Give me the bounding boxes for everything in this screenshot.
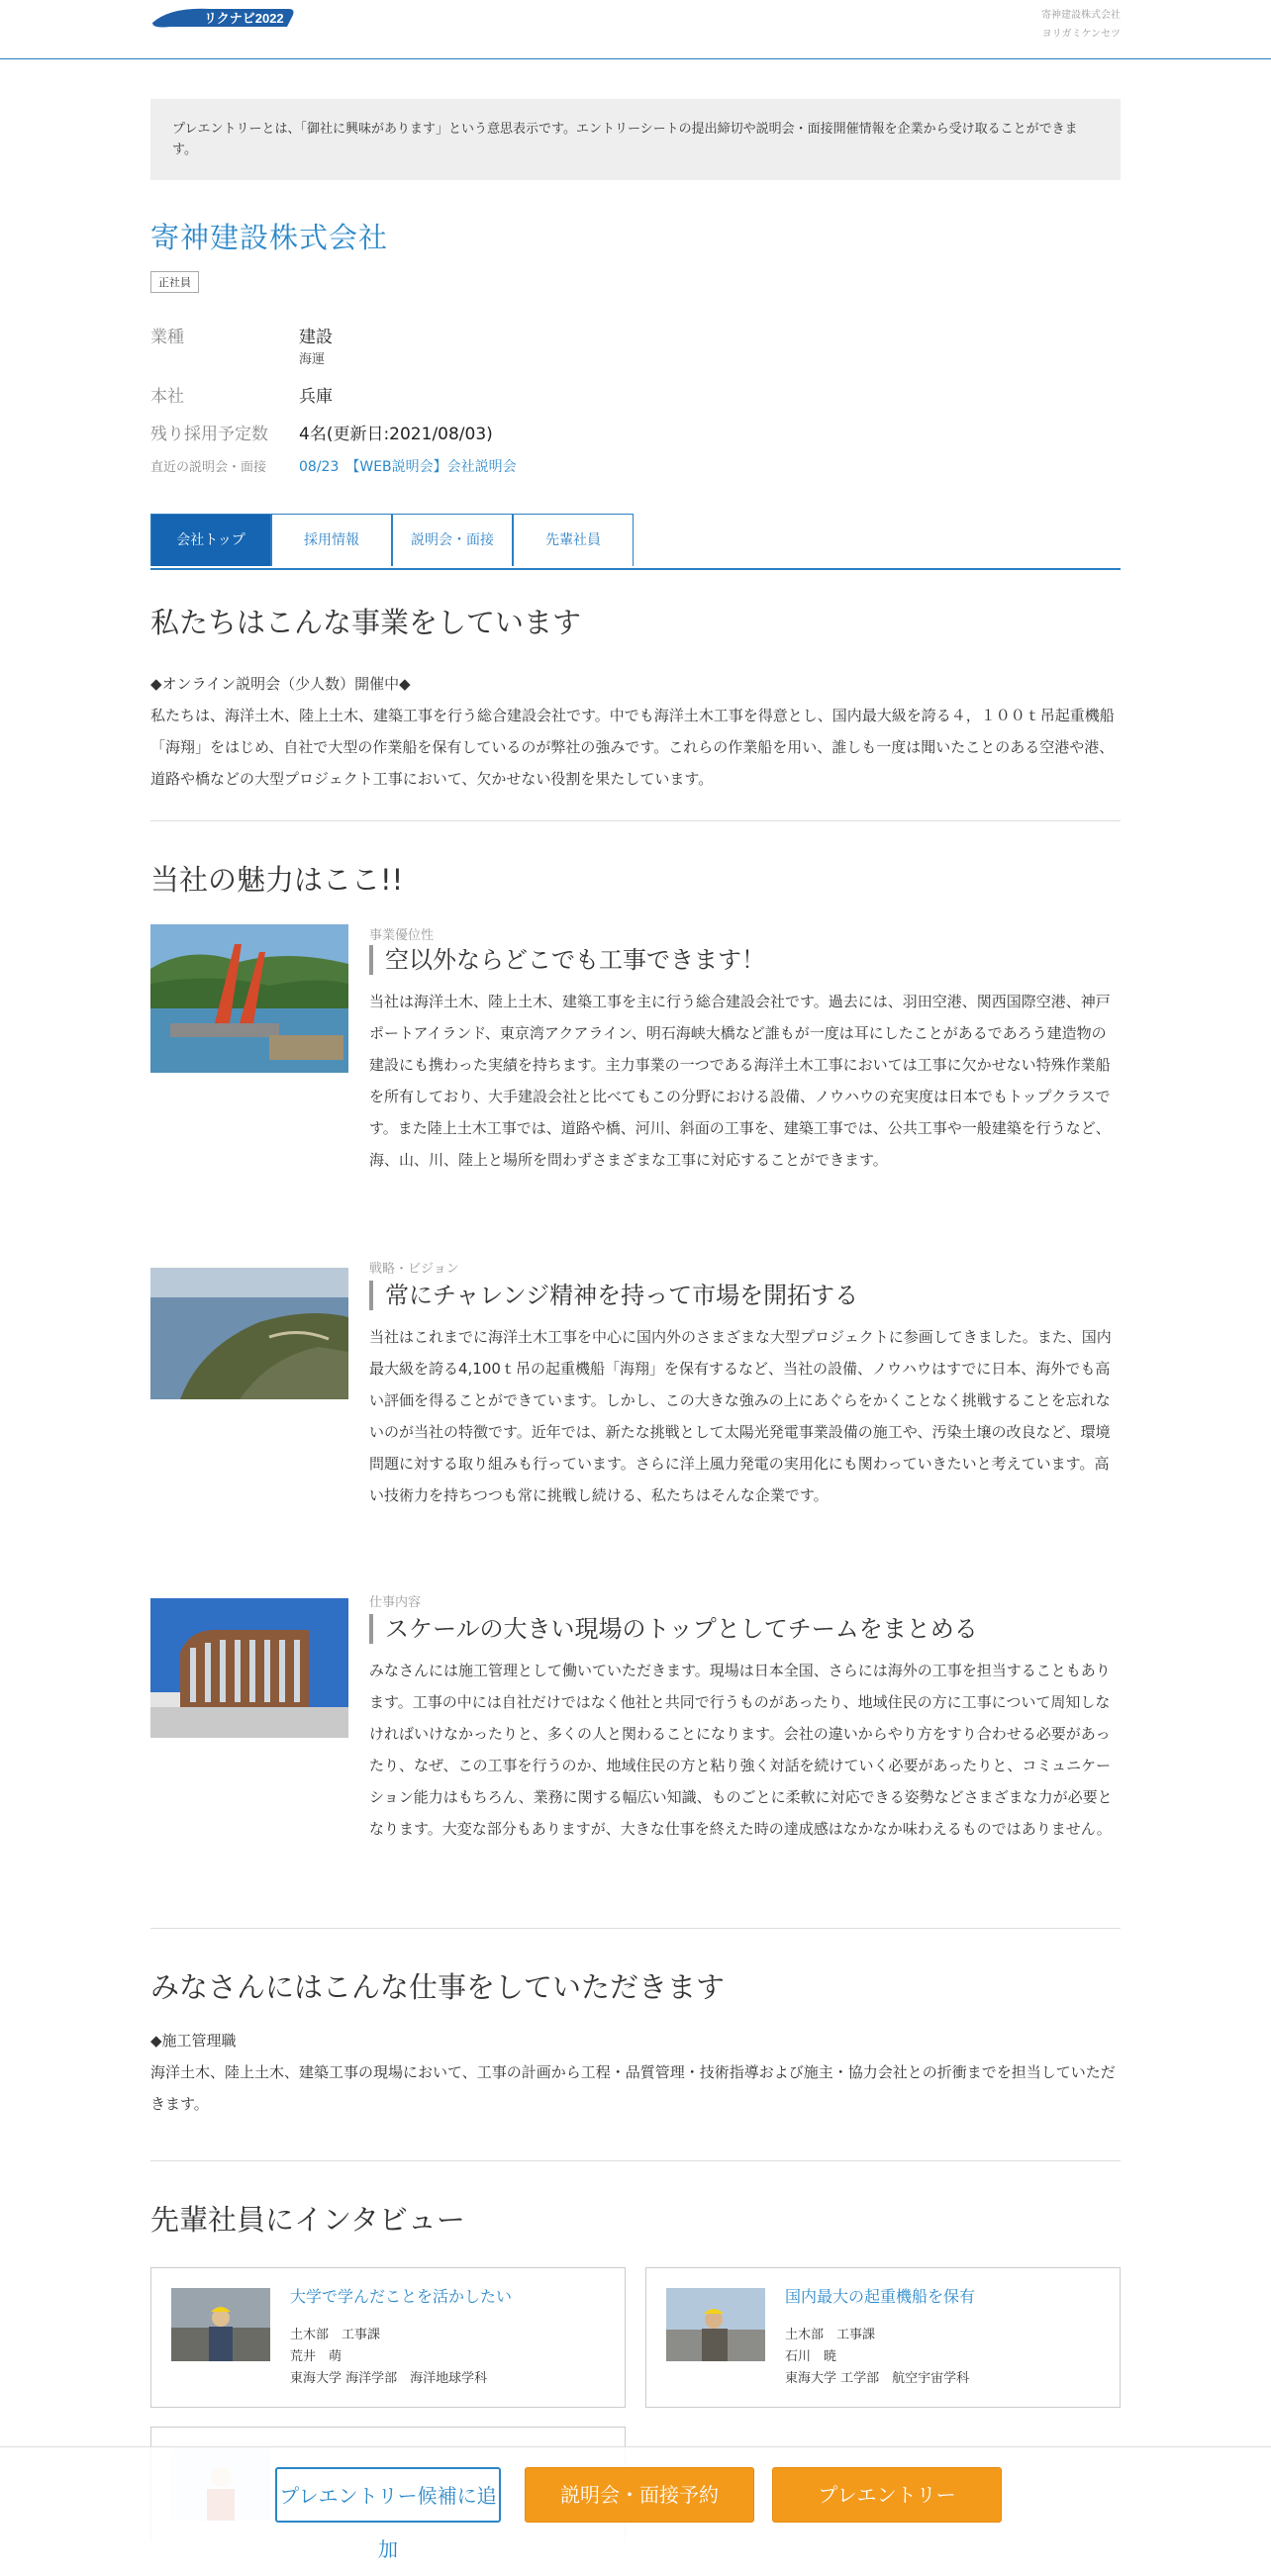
interview-title[interactable]: 大学で学んだことを活かしたい (290, 2287, 513, 2306)
interview-title[interactable]: 国内最大の起重機船を保有 (785, 2287, 976, 2306)
info-key: 直近の説明会・面接 (150, 460, 267, 475)
header-company-kana: ヨリガミケンセツ (1041, 29, 1121, 40)
preentry-button[interactable]: プレエントリー (772, 2467, 1002, 2523)
feature-category: 戦略・ビジョン (369, 1262, 459, 1277)
feature-title: スケールの大きい現場のトップとしてチームをまとめる (369, 1614, 1137, 1644)
business-body: 私たちは、海洋土木、陸上土木、建築工事を行う総合建設会社です。中でも海洋土木工事を得意とし、国内最大級を誇る４，１００ｔ吊起重機船「海翔」をはじめ、自社で大型の作業船を保有しているのが弊社の強みです。これらの作業船を用い、誰しも一度は聞いたことのある空港や港、道路や橋などの大型プロジェクト工事において、欠かせない役割を果たしています。 (150, 707, 1115, 788)
interview-card[interactable] (645, 2267, 1121, 2408)
header-company (1041, 6, 1121, 44)
employee-photo (666, 2288, 765, 2361)
tab-recruitment-info[interactable]: 採用情報 (271, 514, 392, 566)
interview-school: 東海大学 海洋学部 海洋地球学科 (290, 2371, 488, 2386)
business-heading: 私たちはこんな事業をしています (150, 606, 582, 639)
section-divider (150, 2160, 1121, 2161)
bottom-action-bar (0, 2446, 1271, 2561)
aerial-coast-photo (150, 1268, 348, 1399)
business-lead: ◆オンライン説明会（少人数）開催中◆ (150, 675, 411, 693)
site-header (0, 0, 1271, 59)
info-sub: 海運 (299, 352, 326, 367)
tab-company-top[interactable]: 会社トップ (150, 514, 271, 566)
building-photo (150, 1598, 348, 1738)
header-company-name: 寄神建設株式会社 (1041, 10, 1121, 21)
feature-category: 事業優位性 (369, 928, 435, 943)
interview-dept: 土木部 工事課 (785, 2328, 876, 2342)
feature-title: 空以外ならどこでも工事できます！ (369, 945, 1137, 975)
feature-category: 仕事内容 (369, 1595, 422, 1610)
employment-type-badge: 正社員 (150, 271, 199, 293)
rikunabi-logo[interactable] (150, 5, 297, 31)
interview-name: 石川 暁 (785, 2349, 837, 2364)
appeal-heading: 当社の魅力はここ!! (150, 863, 404, 897)
feature-title: 常にチャレンジ精神を持って市場を開拓する (369, 1281, 1137, 1310)
employee-photo (171, 2288, 270, 2361)
interview-school: 東海大学 工学部 航空宇宙学科 (785, 2371, 970, 2386)
company-tabs (150, 514, 1121, 570)
svg-text:リクナビ2022: リクナビ2022 (204, 11, 284, 26)
info-value: 建設 (299, 328, 333, 347)
interview-heading: 先輩社員にインタビュー (150, 2203, 465, 2237)
reserve-button[interactable]: 説明会・面接予約 (525, 2467, 754, 2523)
add-candidate-button[interactable]: プレエントリー候補に追加 (275, 2467, 501, 2523)
interview-dept: 土木部 工事課 (290, 2328, 381, 2342)
job-heading: みなさんにはこんな仕事をしていただきます (150, 1970, 726, 2004)
company-name: 寄神建設株式会社 (150, 221, 389, 254)
section-divider (150, 1928, 1121, 1929)
preentry-notice: プレエントリーとは、「御社に興味があります」という意思表示です。エントリーシートの提出締切や説明会・面接開催情報を企業から受け取ることができます。 (150, 99, 1121, 180)
info-key: 残り採用予定数 (150, 425, 268, 444)
recent-event-link[interactable]: 08/23 【WEB説明会】会社説明会 (299, 459, 517, 475)
feature-body: 当社は海洋土木、陸上土木、建築工事を主に行う総合建設会社です。過去には、羽田空港、関西国際空港、神戸ポートアイランド、東京湾アクアライン、明石海峡大橋など誰もが一度は耳にしたことがあるであろう建造物の建設にも携わった実績を持ちます。主力事業の一つである海洋土木工事においては工事に欠かせない特殊作業船を所有しており、大手建設会社と比べてもこの分野における設備、ノウハウの充実度は日本でもトップクラスです。また陸上土木工事では、道路や橋、河川、斜面の工事を、建築工事では、公共工事や一般建築を行うなど、海、山、川、陸上と場所を問わずさまざまな工事に対応することができます。 (369, 993, 1111, 1169)
info-key: 業種 (150, 328, 184, 347)
info-key: 本社 (150, 387, 184, 407)
feature-body: みなさんには施工管理として働いていただきます。現場は日本全国、さらには海外の工事を担当することもあります。工事の中には自社だけではなく他社と共同で行うものがあったり、地域住民の方に工事について周知しなければいけなかったりと、多くの人と関わることになります。会社の違いからやり方をすり合わせる必要があったり、なぜ、この工事を行うのか、地域住民の方と粘り強く対話を続けていく必要があったりと、コミュニケーション能力はもちろん、業務に関する幅広い知識、ものごとに柔軟に対応できる姿勢などさまざまな力が必要となります。大変な部分もありますが、大きな仕事を終えた時の達成感はなかなか味わえるものではありません。 (369, 1662, 1113, 1838)
interview-card[interactable] (150, 2267, 626, 2408)
crane-ship-photo (150, 924, 348, 1073)
job-body: 海洋土木、陸上土木、建築工事の現場において、工事の計画から工程・品質管理・技術指導および施主・協力会社との折衝までを担当していただきます。 (150, 2063, 1116, 2113)
tab-senior-employees[interactable]: 先輩社員 (513, 514, 634, 566)
interview-name: 荒井 萌 (290, 2349, 342, 2364)
info-value: 兵庫 (299, 387, 333, 407)
tab-seminar-interview[interactable]: 説明会・面接 (392, 514, 513, 566)
info-value: 4名(更新日:2021/08/03) (299, 425, 493, 444)
feature-body: 当社はこれまでに海洋土木工事を中心に国内外のさまざまな大型プロジェクトに参画してきました。また、国内最大級を誇る4,100ｔ吊の起重機船「海翔」を保有するなど、当社の設備、ノウハウはすでに日本、海外でも高い評価を得ることができています。しかし、この大きな強みの上にあぐらをかくことなく挑戦することを忘れないのが当社の特徴です。近年では、新たな挑戦として太陽光発電事業設備の施工や、汚染土壌の改良など、環境問題に対する取り組みも行っています。さらに洋上風力発電の実用化にも関わっていきたいと考えています。高い技術力を持ちつつも常に挑戦し続ける、私たちはそんな企業です。 (369, 1328, 1112, 1504)
section-divider (150, 820, 1121, 821)
job-lead: ◆施工管理職 (150, 2032, 237, 2050)
